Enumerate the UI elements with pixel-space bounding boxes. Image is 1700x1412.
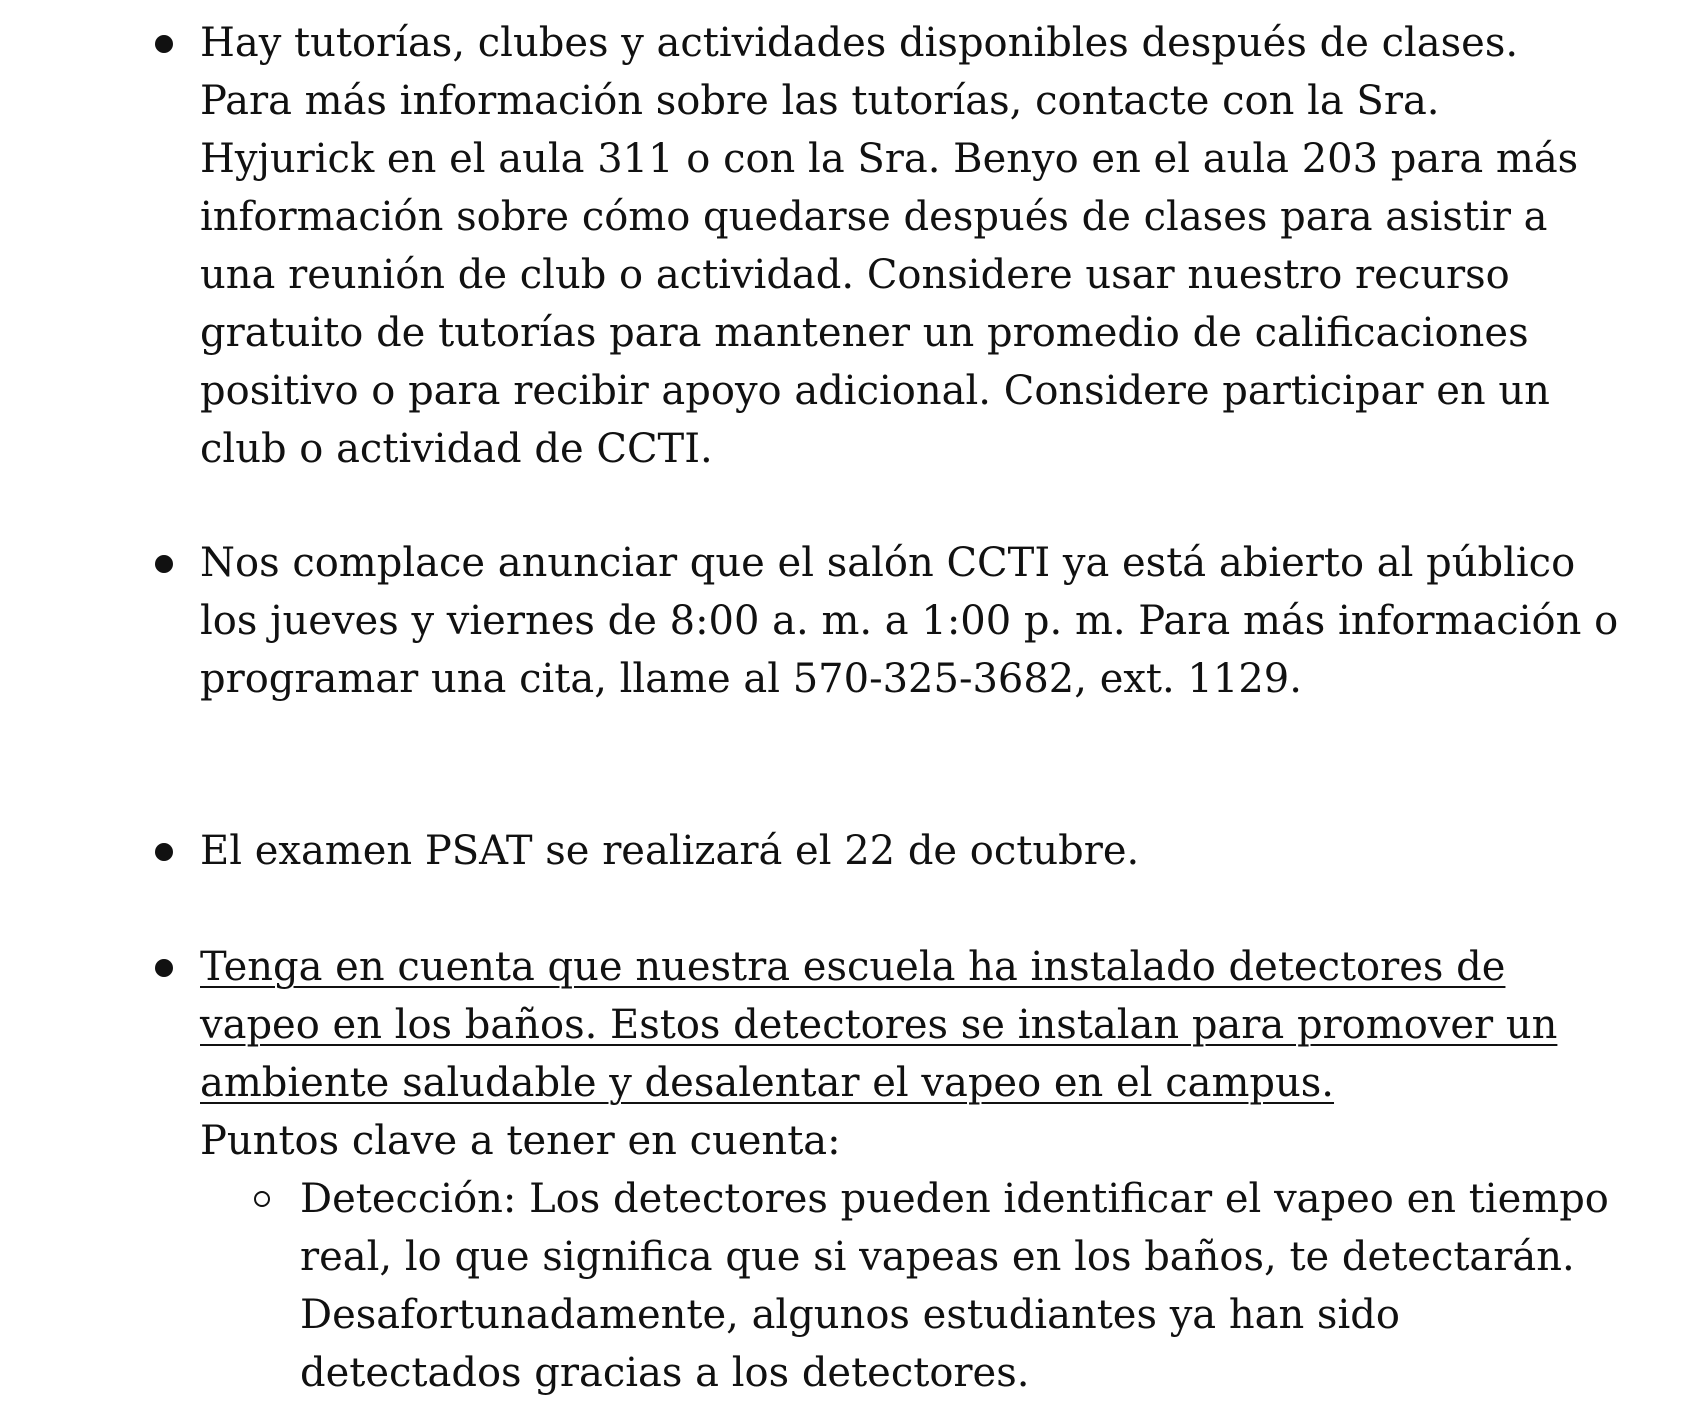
bullet-icon [155, 959, 173, 977]
announcement-salon [200, 534, 1620, 708]
announcement-vape-detectors [200, 938, 1620, 1402]
key-point-detection [300, 1170, 1620, 1402]
bullet-icon [155, 35, 173, 53]
key-points-list [300, 1170, 1620, 1402]
announcement-text: Nos complace anunciar que el salón CCTI ya está abierto al público los jueves y viernes de 8:00 a. m. a 1:00 p. m. Para más información o programar una cita, llame al 570-325-3682, ext. 1129. [200, 540, 1619, 702]
hollow-bullet-icon [254, 1191, 270, 1207]
key-point-text: Detección: Los detectores pueden identificar el vapeo en tiempo real, lo que significa que si vapeas en los baños, te detectarán. Desafortunadamente, algunos estudiantes ya han sido detectados gracias a los detectores. [300, 1176, 1609, 1396]
announcement-text: El examen PSAT se realizará el 22 de octubre. [200, 828, 1140, 874]
bullet-icon [155, 843, 173, 861]
announcement-text: Hay tutorías, clubes y actividades disponibles después de clases. Para más información sobre las tutorías, contacte con la Sra. Hyjurick en el aula 311 o con la Sra. Benyo en el aula 203 para más información sobre cómo quedarse después de clases para asistir a una reunión de club o actividad. Considere usar nuestro recurso gratuito de tutorías para mantener un promedio de calificaciones positivo o para recibir apoyo adicional. Considere participar en un club o actividad de CCTI. [200, 20, 1579, 472]
announcement-psat [200, 822, 1620, 880]
announcement-tutoring [200, 14, 1620, 478]
announcement-underlined-text: Tenga en cuenta que nuestra escuela ha instalado detectores de vapeo en los baños. Estos detectores se instalan para promover un ambiente saludable y desalentar el vapeo en el campus. [200, 944, 1558, 1106]
key-points-label: Puntos clave a tener en cuenta: [200, 1118, 841, 1164]
bullet-icon [155, 555, 173, 573]
